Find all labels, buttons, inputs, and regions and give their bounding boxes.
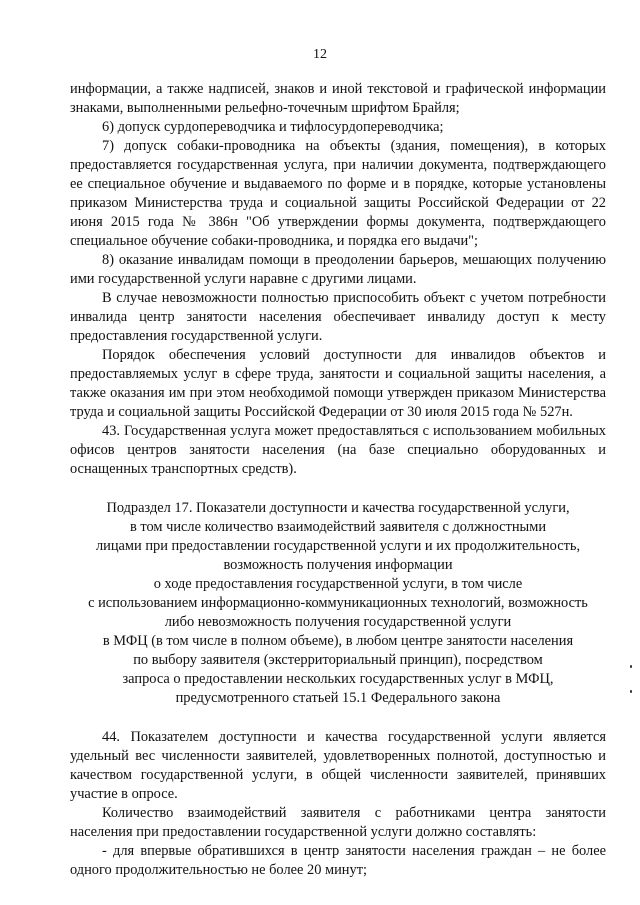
subsection-heading	[70, 499, 606, 708]
heading-line: в том числе количество взаимодействий заявителя с должностными	[129, 519, 547, 535]
paragraph: Порядок обеспечения условий доступности для инвалидов объектов и предоставляемых услуг в сфере труда, занятости и социальной защиты населения, а также оказания им при этом необходимой помощи утвержден приказом Министерства труда и социальной защиты Российской Федерации от 30 июля 2015 года № 527н.	[70, 347, 606, 420]
heading-line: предусмотренного статьей 15.1 Федерального закона	[175, 690, 501, 706]
top-section	[70, 80, 606, 479]
heading-line: в МФЦ (в том числе в полном объеме), в любом центре занятости населения	[102, 633, 574, 649]
paragraph: 7) допуск собаки-проводника на объекты (здания, помещения), в которых предоставляется государственная услуга, при наличии документа, подтверждающего ее специальное обучение и выдаваемого по форме и в порядке, которые установлены приказом Министерства труда и социальной защиты Российской Федерации от 22 июня 2015 года № 386н "Об утверждении формы документа, подтверждающего специальное обучение собаки-проводника, и порядка его выдачи";	[70, 138, 606, 249]
heading-line: лицами при предоставлении государственной услуги и их продолжительность,	[95, 538, 581, 554]
paragraph: 43. Государственная услуга может предоставляться с использованием мобильных офисов центров занятости населения (на базе специально оборудованных и оснащенных транспортных средств).	[70, 423, 606, 477]
heading-line: по выбору заявителя (экстерриториальный принцип), посредством	[133, 652, 543, 668]
heading-line: либо невозможность получения государственной услуги	[164, 614, 512, 630]
paragraph: 6) допуск сурдопереводчика и тифлосурдопереводчика;	[102, 119, 444, 135]
heading-line: запроса о предоставлении нескольких государственных услуг в МФЦ,	[122, 671, 554, 687]
heading-line: о ходе предоставления государственной услуги, в том числе	[153, 576, 523, 592]
scan-artifact	[630, 665, 632, 668]
bottom-section	[70, 728, 606, 880]
paragraph: информации, а также надписей, знаков и иной текстовой и графической информации знаками, выполненными рельефно-точечным шрифтом Брайля;	[70, 81, 606, 116]
paragraph: Количество взаимодействий заявителя с работниками центра занятости населения при предоставлении государственной услуги должно составлять:	[70, 805, 606, 840]
scan-artifact	[630, 690, 632, 693]
paragraph: - для впервые обратившихся в центр занятости населения граждан – не более одного продолжительностью не более 20 минут;	[70, 843, 606, 878]
document-body	[70, 80, 606, 880]
heading-line: с использованием информационно-коммуникационных технологий, возможность	[88, 595, 588, 611]
heading-line: возможность получения информации	[223, 557, 453, 573]
heading-line: Подраздел 17. Показатели доступности и качества государственной услуги,	[106, 500, 570, 516]
paragraph: 8) оказание инвалидам помощи в преодолении барьеров, мешающих получению ими государственной услуги наравне с другими лицами.	[70, 252, 606, 287]
page-number: 12	[313, 47, 327, 62]
paragraph: 44. Показателем доступности и качества государственной услуги является удельный вес численности заявителей, удовлетворенных полнотой, доступностью и качеством государственной услуги, в общей численности заявителей, принявших участие в опросе.	[70, 729, 606, 802]
paragraph: В случае невозможности полностью приспособить объект с учетом потребности инвалида центр занятости населения обеспечивает инвалиду доступ к месту предоставления государственной услуги.	[70, 290, 606, 344]
